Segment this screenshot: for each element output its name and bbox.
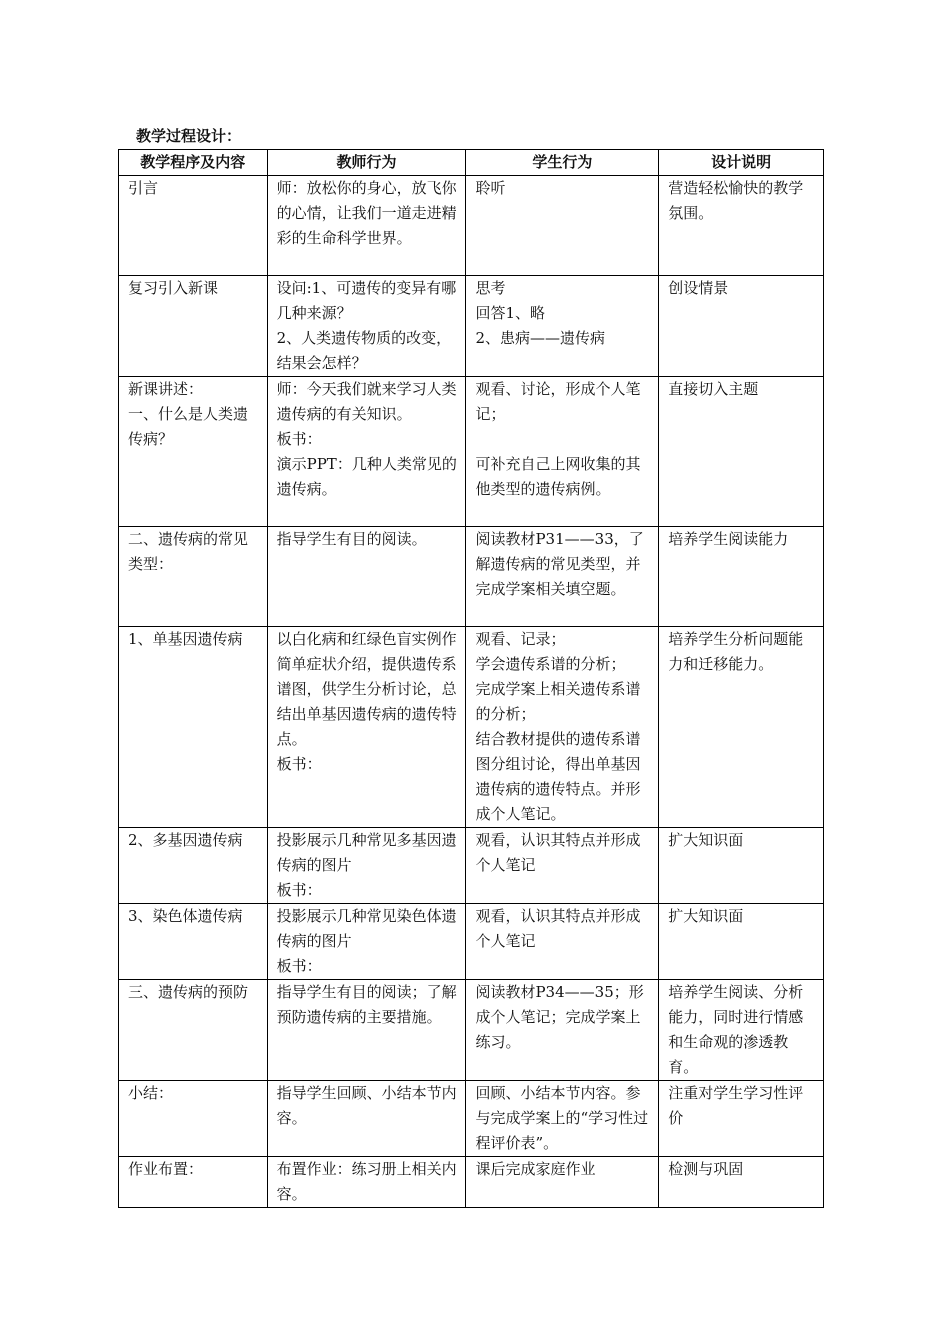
cell-design: 培养学生阅读、分析能力，同时进行情感和生命观的渗透教育。	[659, 980, 824, 1081]
cell-teacher: 设问:1、可遗传的变异有哪几种来源？ 2、人类遗传物质的改变，结果会怎样？	[267, 276, 466, 377]
header-program: 教学程序及内容	[119, 150, 268, 176]
cell-student: 观看，认识其特点并形成个人笔记	[466, 828, 659, 904]
cell-student: 观看、讨论，形成个人笔记； 可补充自己上网收集的其他类型的遗传病例。	[466, 377, 659, 527]
cell-teacher: 投影展示几种常见染色体遗传病的图片 板书：	[267, 904, 466, 980]
cell-student: 观看、记录； 学会遗传系谱的分析； 完成学案上相关遗传系谱的分析； 结合教材提供的遗传系谱图分组讨论，得出单基因遗传病的遗传特点。并形成个人笔记。	[466, 627, 659, 828]
cell-program: 小结：	[119, 1081, 268, 1157]
header-design: 设计说明	[659, 150, 824, 176]
cell-program: 1、单基因遗传病	[119, 627, 268, 828]
cell-student: 阅读教材P31——33，了解遗传病的常见类型，并完成学案相关填空题。	[466, 527, 659, 627]
cell-student: 阅读教材P34——35；形成个人笔记；完成学案上练习。	[466, 980, 659, 1081]
table-row	[119, 980, 824, 1081]
cell-program: 新课讲述： 一、什么是人类遗传病？	[119, 377, 268, 527]
cell-teacher: 师：放松你的身心，放飞你的心情，让我们一道走进精彩的生命科学世界。	[267, 176, 466, 276]
cell-design: 直接切入主题	[659, 377, 824, 527]
cell-design: 创设情景	[659, 276, 824, 377]
table-row	[119, 276, 824, 377]
cell-program: 2、多基因遗传病	[119, 828, 268, 904]
cell-teacher: 布置作业：练习册上相关内容。	[267, 1157, 466, 1208]
cell-student: 观看，认识其特点并形成个人笔记	[466, 904, 659, 980]
header-student: 学生行为	[466, 150, 659, 176]
cell-teacher: 指导学生有目的阅读。	[267, 527, 466, 627]
cell-program: 复习引入新课	[119, 276, 268, 377]
teaching-process-table	[118, 149, 824, 1208]
table-row	[119, 1081, 824, 1157]
cell-design: 营造轻松愉快的教学氛围。	[659, 176, 824, 276]
cell-student: 课后完成家庭作业	[466, 1157, 659, 1208]
table-row	[119, 377, 824, 527]
cell-student: 回顾、小结本节内容。参与完成学案上的“学习性过程评价表”。	[466, 1081, 659, 1157]
table-header-row	[119, 150, 824, 176]
cell-design: 检测与巩固	[659, 1157, 824, 1208]
cell-design: 培养学生分析问题能力和迁移能力。	[659, 627, 824, 828]
cell-program: 引言	[119, 176, 268, 276]
cell-teacher: 投影展示几种常见多基因遗传病的图片 板书：	[267, 828, 466, 904]
cell-student: 聆听	[466, 176, 659, 276]
table-row	[119, 527, 824, 627]
cell-design: 扩大知识面	[659, 904, 824, 980]
header-teacher: 教师行为	[267, 150, 466, 176]
cell-teacher: 指导学生回顾、小结本节内容。	[267, 1081, 466, 1157]
cell-design: 培养学生阅读能力	[659, 527, 824, 627]
cell-design: 注重对学生学习性评价	[659, 1081, 824, 1157]
table-row	[119, 904, 824, 980]
cell-program: 作业布置：	[119, 1157, 268, 1208]
cell-program: 二、遗传病的常见类型：	[119, 527, 268, 627]
table-row	[119, 627, 824, 828]
cell-program: 三、遗传病的预防	[119, 980, 268, 1081]
table-row	[119, 1157, 824, 1208]
cell-teacher: 以白化病和红绿色盲实例作简单症状介绍，提供遗传系谱图，供学生分析讨论，总结出单基因遗传病的遗传特点。 板书：	[267, 627, 466, 828]
document-title: 教学过程设计：	[136, 127, 242, 145]
table-row	[119, 176, 824, 276]
cell-teacher: 师：今天我们就来学习人类遗传病的有关知识。 板书： 演示PPT：几种人类常见的遗传病。	[267, 377, 466, 527]
cell-design: 扩大知识面	[659, 828, 824, 904]
cell-student: 思考 回答1、略 2、患病——遗传病	[466, 276, 659, 377]
cell-teacher: 指导学生有目的阅读；了解预防遗传病的主要措施。	[267, 980, 466, 1081]
table-row	[119, 828, 824, 904]
cell-program: 3、染色体遗传病	[119, 904, 268, 980]
